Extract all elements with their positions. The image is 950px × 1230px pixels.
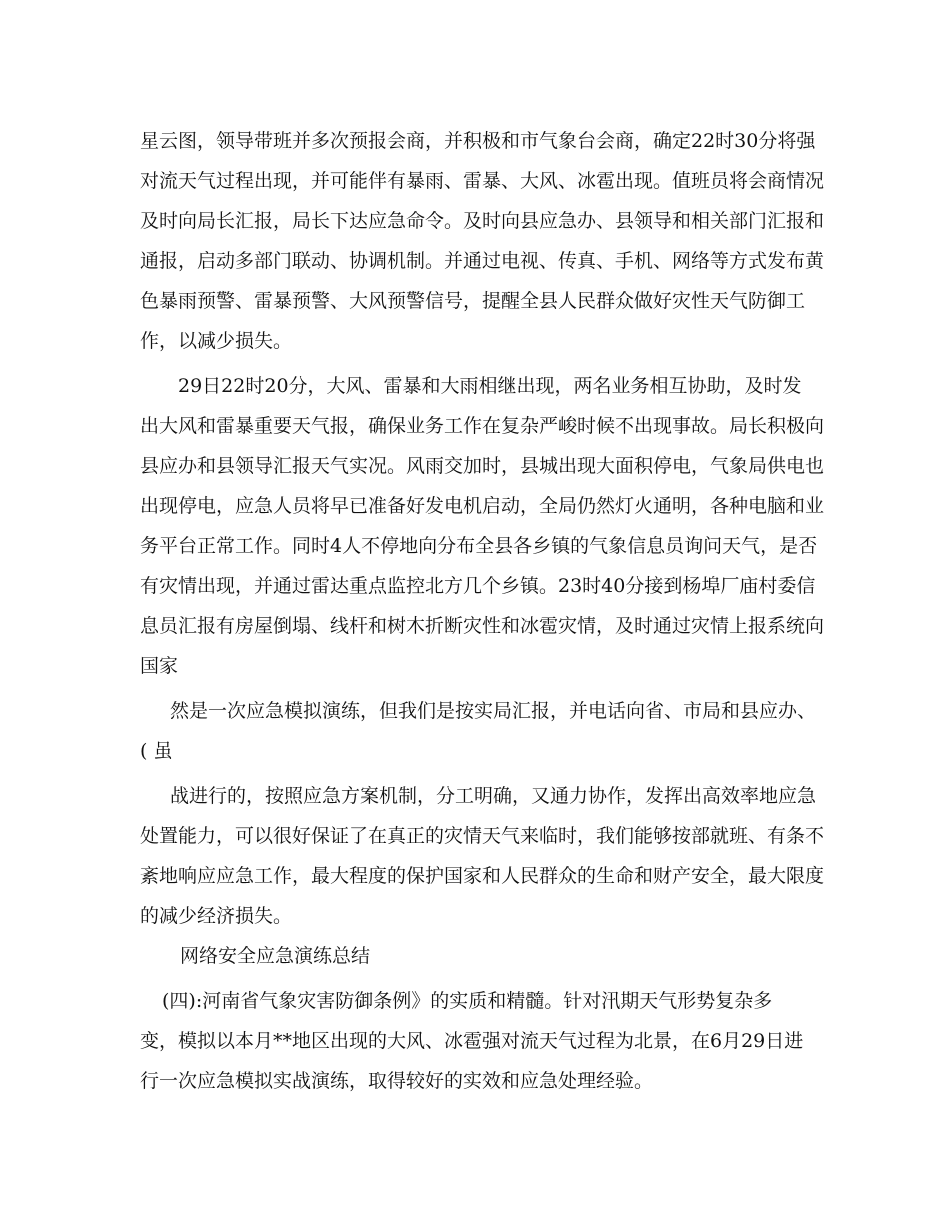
text-line: 出大风和雷暴重要天气报，确保业务工作在复杂严峻时候不出现事故。局长积极向 <box>140 415 825 437</box>
text-line: 处置能力，可以很好保证了在真正的灾情天气来临时，我们能够按部就班、有条不 <box>140 825 825 847</box>
text-line: 29日22时20分，大风、雷暴和大雨相继出现，两名业务相互协助，及时发 <box>178 375 802 397</box>
text-line: 变，模拟以本月**地区出现的大风、冰雹强对流天气过程为北景，在6月29日进 <box>140 1030 804 1052</box>
text-line: 通报，启动多部门联动、协调机制。并通过电视、传真、手机、网络等方式发布黄 <box>140 250 825 272</box>
text-line: 星云图，领导带班并多次预报会商，并积极和市气象台会商，确定22时30分将强 <box>140 130 816 152</box>
text-line: 紊地响应应急工作，最大程度的保护国家和人民群众的生命和财产安全，最大限度 <box>140 865 825 887</box>
text-line: 行一次应急模拟实战演练，取得较好的实效和应急处理经验。 <box>140 1070 654 1092</box>
text-line: 的减少经济损失。 <box>140 905 293 927</box>
text-line: 色暴雨预警、雷暴预警、大风预警信号，提醒全县人民群众做好灾性天气防御工 <box>140 290 806 312</box>
text-line: 作，以减少损失。 <box>140 330 293 352</box>
text-line: 国家 <box>140 655 179 677</box>
text-line: 县应办和县领导汇报天气实况。风雨交加时，县城出现大面积停电，气象局供电也 <box>140 455 825 477</box>
text-line: (四):河南省气象灾害防御条例》的实质和精髓。针对汛期天气形势复杂多 <box>162 990 773 1012</box>
text-line: 然是一次应急模拟演练，但我们是按实局汇报，并电话向省、市局和县应办、 <box>170 700 817 722</box>
text-line: 有灾情出现，并通过雷达重点监控北方几个乡镇。23时40分接到杨埠厂庙村委信 <box>140 575 816 597</box>
text-line: 对流天气过程出现，并可能伴有暴雨、雷暴、大风、冰雹出现。值班员将会商情况 <box>140 170 825 192</box>
text-line: 战进行的，按照应急方案机制，分工明确，又通力协作，发挥出高效率地应急 <box>170 785 817 807</box>
section-heading: 网络安全应急演练总结 <box>180 945 371 967</box>
text-line: 出现停电，应急人员将早已准备好发电机启动，全局仍然灯火通明，各种电脑和业 <box>140 495 825 517</box>
text-line: 务平台正常工作。同时4人不停地向分布全县各乡镇的气象信息员询问天气，是否 <box>140 535 818 557</box>
text-line: 及时向局长汇报，局长下达应急命令。及时向县应急办、县领导和相关部门汇报和 <box>140 210 825 232</box>
text-line: ( 虽 <box>140 740 173 762</box>
text-line: 息员汇报有房屋倒塌、线杆和树木折断灾性和冰雹灾情，及时通过灾情上报系统向 <box>140 615 825 637</box>
